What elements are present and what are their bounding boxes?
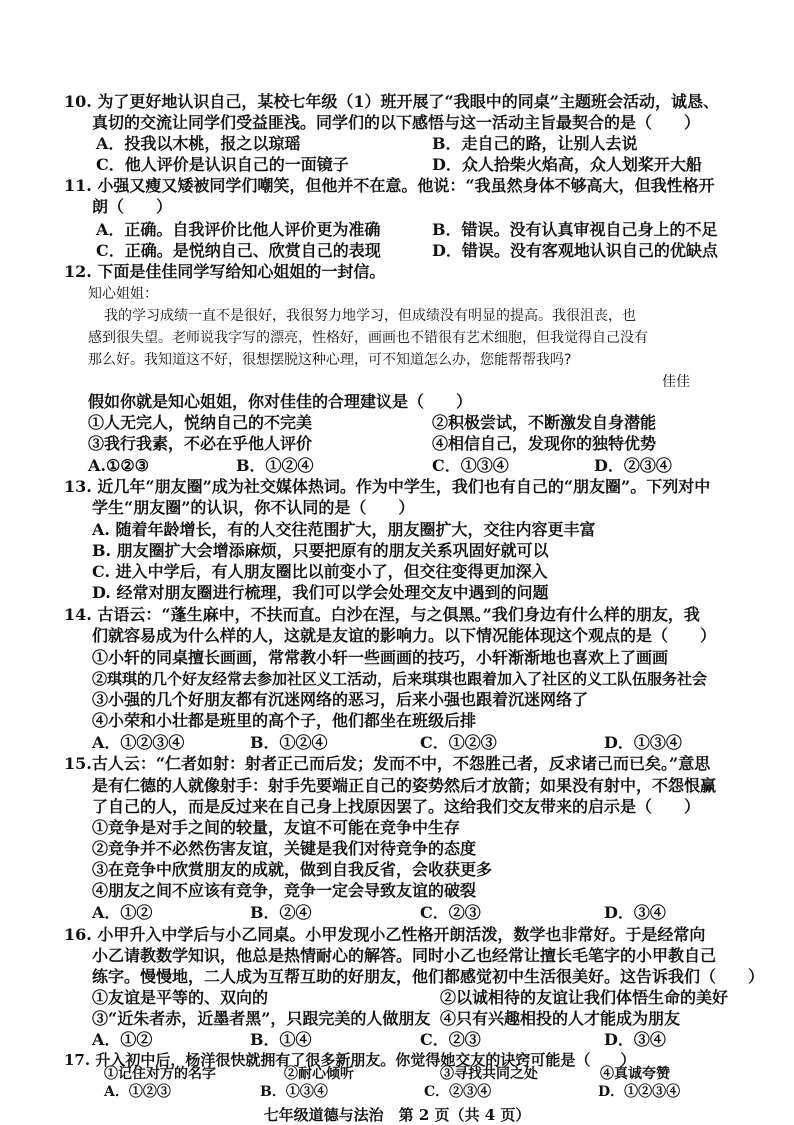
q16-statement-2: ②以诚相待的友谊让我们体悟生命的美好 — [440, 988, 729, 1007]
q15-statement-3: ③在竞争中欣赏朋友的成就，做到自我反省，会收获更多 — [92, 860, 493, 879]
q11-option-c: C．正确。是悦纳自己、欣赏自己的表现 — [96, 241, 381, 260]
q15-statement-4: ④朋友之间不应该有竞争，竞争一定会导致友谊的破裂 — [92, 881, 477, 900]
q17-option-d: D．①②③④ — [598, 1084, 681, 1100]
q12-statement-2: ②积极尝试，不断激发自身潜能 — [432, 413, 657, 432]
q16-option-c: C．②③ — [420, 1030, 481, 1049]
q11-stem-line1: 11. 小强又瘦又矮被同学们嘲笑，但他并不在意。他说：“我虽然身体不够高大，但我性格开 — [64, 176, 715, 195]
q12-question: 假如你就是知心姐姐，你对佳佳的合理建议是（ ） — [88, 392, 473, 411]
q16-statement-1: ①友谊是平等的、双向的 — [92, 988, 269, 1007]
q16-option-b: B．①④ — [250, 1030, 312, 1049]
q14-option-d: D．①③④ — [604, 733, 682, 752]
q12-letter-signature: 佳佳 — [662, 374, 690, 390]
q17-statement-3: ③寻找共同之处 — [440, 1066, 538, 1082]
q17-statement-1: ①记住对方的名字 — [104, 1066, 216, 1082]
q16-statement-3: ③“近朱者赤，近墨者黑”，只跟完美的人做朋友 — [92, 1009, 431, 1028]
q17-option-a: A．①②③ — [104, 1084, 171, 1100]
q14-statement-3: ③小强的几个好朋友都有沉迷网络的恶习，后来小强也跟着沉迷网络了 — [92, 690, 589, 709]
q11-stem-line2: 朗（ ） — [92, 197, 173, 216]
q17-statement-2: ②耐心倾听 — [284, 1066, 354, 1082]
q14-option-b: B．①②④ — [250, 733, 328, 752]
q12-letter-line2: 感到很失望。老师说我字写的漂亮，性格好，画画也不错很有艺术细胞，但我觉得自己没有 — [88, 330, 648, 346]
q15-option-d: D．③④ — [604, 903, 666, 922]
q16-stem-line2: 小乙请教数学知识，他总是热情耐心的解答。同时小乙也经常让擅长毛笔字的小甲教自己 — [92, 946, 717, 965]
q10-option-b: B．走自己的路，让别人去说 — [432, 134, 638, 153]
q14-stem-line2: 们就容易成为什么样的人，这就是友谊的影响力。以下情况能体现这个观点的是（ ） — [92, 626, 717, 645]
q10-option-d: D．众人拾柴火焰高，众人划桨开大船 — [432, 155, 702, 174]
q11-option-b: B．错误。没有认真审视自己身上的不足 — [432, 220, 718, 239]
q13-stem-line2: 学生“朋友圈”的认识，你不认同的是（ ） — [92, 498, 415, 517]
q10-option-c: C．他人评价是认识自己的一面镜子 — [96, 155, 349, 174]
q15-stem-line1: 15.古人云：“仁者如射：射者正己而后发；发而不中，不怨胜己者，反求诸己而已矣。”意思 — [64, 754, 711, 773]
q15-statement-2: ②竞争并不必然伤害友谊，关键是我们对待竞争的态度 — [92, 839, 477, 858]
page-footer: 七年级道德与法治 第 2 页（共 4 页） — [263, 1106, 531, 1124]
q15-statement-1: ①竞争是对手之间的较量，友谊不可能在竞争中生存 — [92, 818, 461, 837]
q13-option-b: B. 朋友圈扩大会增添麻烦，只要把原有的朋友关系巩固好就可以 — [92, 541, 549, 560]
q13-option-c: C. 进入中学后，有人朋友圈比以前变小了，但交往变得更加深入 — [92, 562, 548, 581]
q16-statement-4: ④只有兴趣相投的人才能成为朋友 — [440, 1009, 681, 1028]
q14-stem-line1: 14. 古语云：“蓬生麻中，不扶而直。白沙在涅，与之俱黑。”我们身边有什么样的朋友，我 — [64, 605, 700, 624]
q12-letter-salutation: 知心姐姐： — [88, 286, 158, 302]
q10-option-a: A．投我以木桃，报之以琼瑶 — [96, 134, 301, 153]
q14-statement-2: ②琪琪的几个好友经常去参加社区义工活动，后来琪琪也跟着加入了社区的义工队伍服务社会 — [92, 670, 708, 688]
q12-option-a: A.①②③ — [88, 456, 150, 475]
q15-stem-line3: 了自己的人，而是反过来在自己身上找原因罢了。这给我们交友带来的启示是（ ） — [92, 797, 701, 816]
q14-statement-1: ①小轩的同桌擅长画画，常常教小轩一些画画的技巧，小轩渐渐地也喜欢上了画画 — [92, 648, 669, 667]
q14-statement-4: ④小荣和小壮都是班里的高个子，他们都坐在班级后排 — [92, 711, 477, 730]
q12-letter-line3: 那么好。我知道这不好，很想摆脱这种心理，可不知道怎么办，您能帮帮我吗? — [88, 352, 572, 368]
q12-option-d: D．②③④ — [594, 456, 672, 475]
q13-option-a: A. 随着年龄增长，有的人交往范围扩大，朋友圈扩大，交往内容更丰富 — [92, 520, 596, 539]
q17-option-b: B．①③④ — [260, 1084, 328, 1100]
q17-stem: 17. 升入初中后，杨洋很快就拥有了很多新朋友。你觉得她交友的诀窍可能是（ ） — [64, 1051, 636, 1069]
q15-option-c: C．②③ — [420, 903, 481, 922]
q17-option-c: C．②③④ — [424, 1084, 492, 1100]
q13-stem-line1: 13. 近几年“朋友圈”成为社交媒体热词。作为中学生，我们也有自己的“朋友圈”。下列对中 — [64, 477, 711, 496]
q15-option-b: B．②④ — [250, 903, 312, 922]
q16-stem-line3: 练字。慢慢地，二人成为互帮互助的好朋友，他们都感觉初中生活很美好。这告诉我们（ ） — [92, 967, 765, 986]
q16-option-a: A．①② — [92, 1030, 153, 1049]
q12-statement-1: ①人无完人，悦纳自己的不完美 — [88, 413, 313, 432]
q16-stem-line1: 16. 小甲升入中学后与小乙同桌。小甲发现小乙性格开朗活泼，数学也非常好。于是经常向 — [64, 925, 706, 944]
q14-option-a: A．①②③④ — [92, 733, 185, 752]
q12-stem: 12. 下面是佳佳同学写给知心姐姐的一封信。 — [64, 262, 386, 281]
q12-option-c: C．①③④ — [432, 456, 509, 475]
q15-option-a: A．①② — [92, 903, 153, 922]
q11-option-d: D．错误。没有客观地认识自己的优缺点 — [432, 241, 718, 260]
q12-option-b: B．①②④ — [236, 456, 314, 475]
q15-stem-line2: 是有仁德的人就像射手：射手先要端正自己的姿势然后才放箭；如果没有射中，不怨恨赢 — [92, 776, 717, 795]
q17-statement-4: ④真诚夸赞 — [600, 1066, 670, 1082]
q12-letter-line1: 我的学习成绩一直不是很好，我很努力地学习，但成绩没有明显的提高。我很沮丧，也 — [104, 308, 636, 324]
q12-statement-3: ③我行我素，不必在乎他人评价 — [88, 434, 313, 453]
q16-option-d: D．③④ — [604, 1030, 666, 1049]
q14-option-c: C．①②③ — [420, 733, 497, 752]
q11-option-a: A．正确。自我评价比他人评价更为准确 — [96, 220, 381, 239]
q12-statement-4: ④相信自己，发现你的独特优势 — [432, 434, 657, 453]
q13-option-d: D. 经常对朋友圈进行梳理，我们可以学会处理交友中遇到的问题 — [92, 583, 549, 602]
q10-stem-line2: 真切的交流让同学们受益匪浅。同学们的以下感悟与这一活动主旨最契合的是（ ） — [92, 113, 701, 132]
q10-stem-line1: 10. 为了更好地认识自己，某校七年级（1）班开展了“我眼中的同桌”主题班会活动，诚恳、 — [64, 92, 719, 111]
